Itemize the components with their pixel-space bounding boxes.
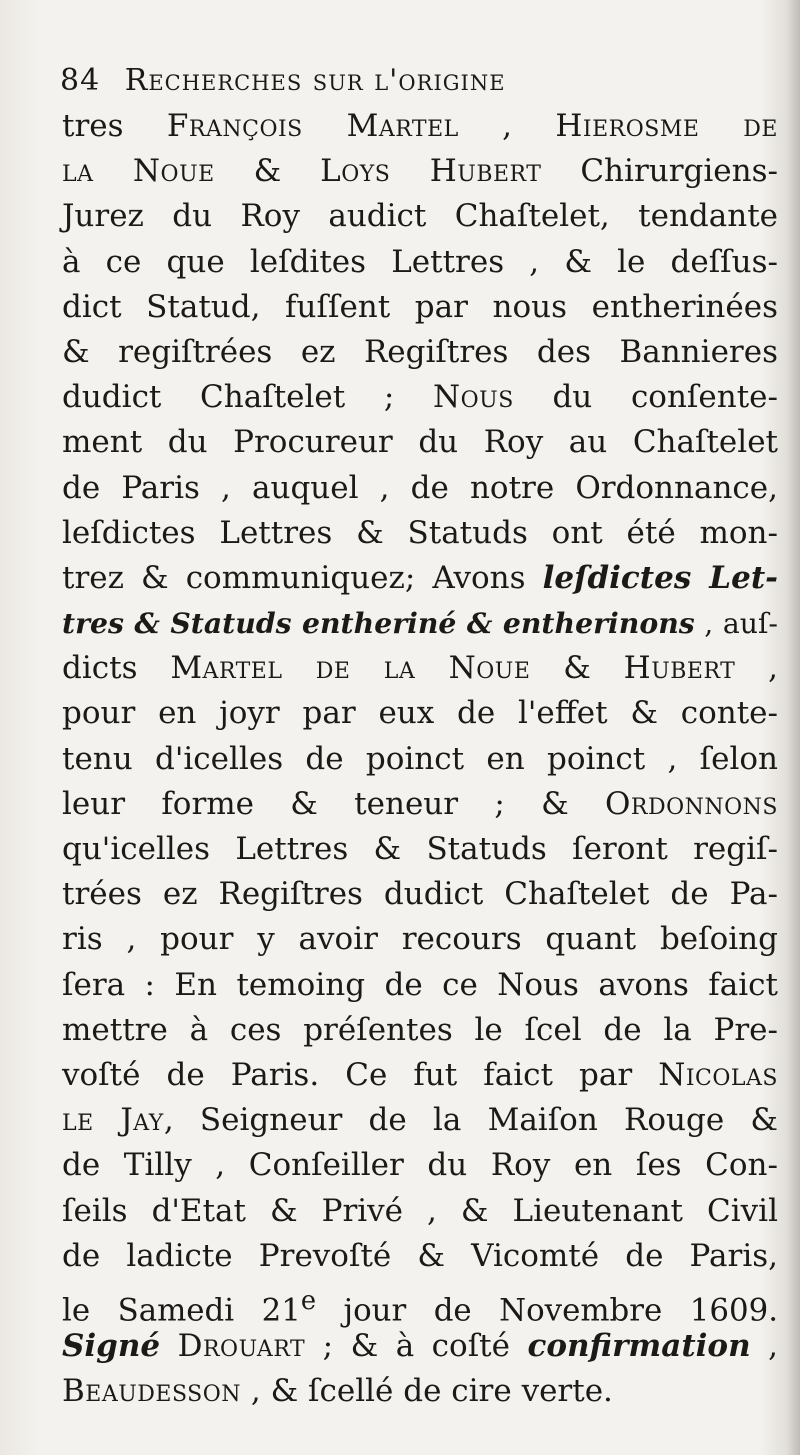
text-segment: confirmation: [527, 1328, 751, 1365]
text-segment: de ladicte Prevoſté & Vicomté de Paris,: [62, 1237, 778, 1274]
text-line: [62, 194, 778, 239]
text-line: [62, 420, 778, 465]
text-segment: trez & communiquez; Avons: [62, 559, 543, 596]
text-segment: [160, 1328, 178, 1364]
text-line: [62, 285, 778, 330]
text-segment: &: [214, 153, 321, 190]
text-segment: ,: [750, 1328, 778, 1365]
text-segment: Martel de la Noue: [170, 650, 531, 687]
text-line: [62, 1053, 778, 1098]
text-segment: tres & Statuds entheriné & entherinons: [62, 606, 695, 641]
running-header: [60, 58, 760, 104]
text-segment: tres: [62, 108, 167, 144]
text-segment: du conſente-: [513, 379, 778, 416]
text-segment: ment du Procureur du Roy au Chaſtelet: [62, 424, 778, 461]
text-line: [62, 1279, 778, 1329]
text-line: [62, 1324, 778, 1369]
text-segment: Signé: [62, 1328, 161, 1365]
text-line: [62, 1369, 778, 1414]
text-segment: Nicolas: [658, 1056, 778, 1093]
text-segment: dicts: [62, 650, 171, 687]
text-line: [62, 601, 778, 646]
text-segment: trées ez Regiſtres dudict Chaſtelet de Pa-: [62, 876, 778, 913]
text-segment: de Paris , auquel , de notre Ordonnance,: [62, 469, 778, 506]
text-line: [62, 149, 778, 194]
text-line: [62, 240, 778, 285]
text-line: [62, 330, 778, 375]
text-segment: , Seigneur de la Maiſon Rouge &: [163, 1102, 778, 1139]
text-segment: leur forme & teneur ; &: [62, 785, 605, 822]
text-segment: mettre à ces préſentes le ſcel de la Pre-: [62, 1011, 778, 1048]
text-line: [62, 1098, 778, 1143]
text-segment: &: [530, 650, 624, 687]
text-line: [62, 466, 778, 511]
text-segment: de Tilly , Conſeiller du Roy en ſes Con-: [62, 1147, 778, 1184]
text-segment: dict Statud, fuſſent par nous entherinées: [62, 288, 778, 325]
text-line: [62, 511, 778, 556]
text-segment: jour de Novembre 1609.: [316, 1292, 778, 1329]
text-line: [62, 782, 778, 827]
text-segment: le Samedi 21: [62, 1292, 301, 1329]
text-segment: Nous: [433, 379, 514, 416]
text-segment: ; & à coſté: [305, 1328, 528, 1365]
text-segment: ,: [735, 650, 778, 687]
text-segment: & regiſtrées ez Regiſtres des Bannieres: [62, 333, 778, 370]
text-line: [62, 1189, 778, 1234]
text-segment: ſeils d'Etat & Privé , & Lieutenant Civil: [62, 1192, 778, 1229]
text-segment: Chirurgiens-: [541, 153, 778, 190]
text-segment: Hubert: [623, 650, 736, 687]
body-text: [62, 104, 778, 1414]
text-segment: à ce que leſdites Lettres , & le deſſus-: [62, 243, 778, 280]
text-segment: , & ſcellé de cire verte.: [241, 1373, 613, 1410]
text-segment: Loys Hubert: [320, 153, 542, 190]
text-line: [62, 1143, 778, 1188]
text-segment: Ordonnons: [604, 785, 778, 822]
text-segment: e: [300, 1285, 317, 1316]
text-segment: Jurez du Roy audict Chaſtelet, tendante: [62, 198, 778, 235]
text-segment: pour en joyr par eux de l'effet & conte-: [62, 695, 778, 732]
text-segment: , auſ-: [694, 607, 778, 641]
text-line: [62, 556, 778, 601]
page-edge-shadow: [786, 0, 800, 1455]
page-number: 84: [60, 63, 101, 98]
text-segment: Hierosme de: [555, 108, 778, 144]
text-line: [62, 1234, 778, 1279]
text-segment: la Noue: [62, 153, 215, 190]
text-segment: leſdictes Lettres & Statuds ont été mon-: [62, 514, 778, 551]
text-segment: voſté de Paris. Ce fut faict par: [62, 1056, 659, 1093]
text-segment: François Martel: [166, 108, 459, 144]
text-segment: ris , pour y avoir recours quant beſoing: [62, 921, 778, 958]
text-line: [62, 691, 778, 736]
text-line: [62, 827, 778, 872]
text-segment: Drouart: [177, 1328, 306, 1365]
text-segment: Beaudesson: [62, 1373, 242, 1410]
text-segment: tenu d'icelles de poinct en poinct , ſelon: [62, 740, 778, 777]
text-line: [62, 104, 778, 149]
text-segment: ,: [458, 108, 556, 144]
running-title: Recherches sur l'origine: [124, 63, 506, 98]
text-line: [62, 646, 778, 691]
text-segment: ſera : En temoing de ce Nous avons faict: [62, 966, 778, 1003]
text-line: [62, 963, 778, 1008]
text-line: [62, 375, 778, 420]
text-segment: dudict Chaſtelet ;: [62, 379, 434, 416]
text-segment: qu'icelles Lettres & Statuds ſeront regiſ-: [62, 831, 778, 867]
text-segment: leſdictes Let-: [542, 559, 778, 596]
text-line: [62, 1008, 778, 1053]
text-line: [62, 917, 778, 962]
text-line: [62, 737, 778, 782]
text-line: [62, 872, 778, 917]
text-segment: le Jay: [62, 1102, 164, 1139]
